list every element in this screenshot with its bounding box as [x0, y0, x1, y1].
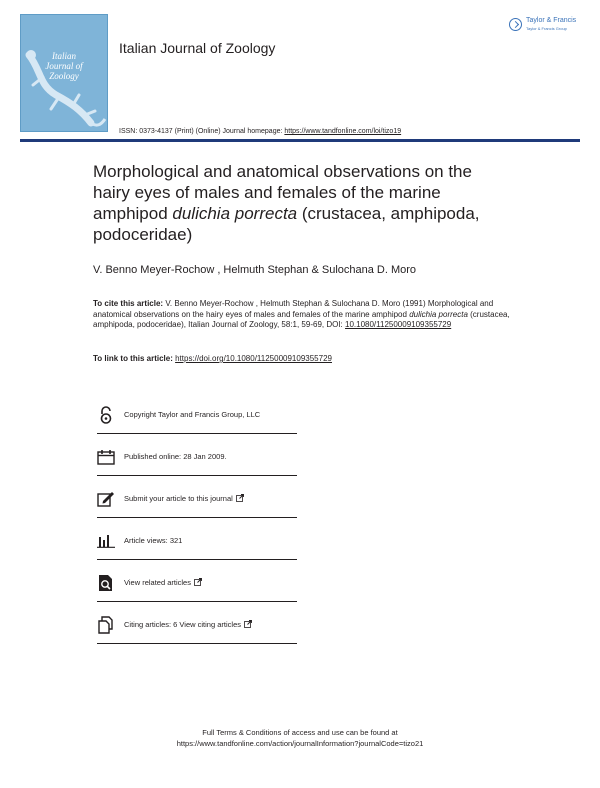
article-views: Article views: 321: [124, 536, 183, 545]
article-title: [93, 161, 513, 245]
copyright-text: Copyright Taylor and Francis Group, LLC: [124, 410, 261, 419]
footer-terms-text: Full Terms & Conditions of access and use can be found at: [202, 728, 398, 737]
cover-title-line: Zoology: [49, 71, 79, 81]
article-link-line: [93, 354, 332, 363]
published-row: [97, 438, 297, 476]
journal-homepage-link[interactable]: https://www.tandfonline.com/loi/tizo19: [284, 128, 402, 135]
citing-articles-text: Citing articles: 6 View citing articles: [124, 620, 241, 629]
external-link-icon: [244, 620, 252, 628]
calendar-icon: [97, 448, 115, 466]
article-doi-url[interactable]: https://doi.org/10.1080/11250009109355729: [175, 354, 332, 363]
cover-title-line: Journal of: [45, 61, 83, 71]
publisher-logo-icon: [509, 18, 522, 31]
cover-title-line: Italian: [52, 51, 76, 61]
title-text: Morphological and anatomical observations on the hairy eyes of males and females of the marine amphipod: [93, 162, 472, 223]
edit-pencil-icon: [97, 490, 115, 508]
cover-title: [21, 51, 107, 81]
external-link-icon: [194, 578, 202, 586]
citing-articles-link[interactable]: [124, 620, 252, 629]
header-divider: [20, 139, 580, 142]
doi-link[interactable]: 10.1080/11250009109355729: [345, 320, 452, 329]
terms-footer: [0, 727, 600, 749]
cite-text: (crustacea, amphipoda, podoceridae), Italian Journal of Zoology, 58:1, 59-69, DOI:: [93, 309, 510, 329]
citing-row[interactable]: [97, 606, 297, 644]
issn-line: [119, 128, 401, 135]
submit-article-text: Submit your article to this journal: [124, 494, 233, 503]
cite-label: To cite this article:: [93, 299, 164, 308]
cite-text: V. Benno Meyer-Rochow , Helmuth Stephan & Sulochana D. Moro (1991) Morphological and anatomical observations on the hairy eyes of males and females of the marine amphipod: [93, 299, 494, 319]
published-date: Published online: 28 Jan 2009.: [124, 452, 227, 461]
publisher-logo[interactable]: [509, 17, 589, 35]
publisher-logo-text: Taylor & Francis: [526, 17, 577, 24]
article-info-list: [97, 396, 297, 644]
views-row: [97, 522, 297, 560]
publisher-logo-subtext: Taylor & Francis Group: [526, 26, 567, 31]
copyright-row: [97, 396, 297, 434]
external-link-icon: [236, 494, 244, 502]
article-authors: V. Benno Meyer-Rochow , Helmuth Stephan & Sulochana D. Moro: [93, 264, 417, 276]
title-species-name: dulichia porrecta: [172, 204, 298, 223]
related-articles-text: View related articles: [124, 578, 191, 587]
submit-article-link[interactable]: [124, 494, 244, 503]
issn-text: ISSN: 0373-4137 (Print) (Online) Journal homepage:: [119, 128, 285, 135]
document-search-icon: [97, 574, 115, 592]
cite-species-name: dulichia porrecta: [409, 309, 468, 319]
related-articles-link[interactable]: [124, 578, 202, 587]
citing-documents-icon: [97, 616, 115, 634]
title-text: (crustacea, amphipoda, podoceridae): [93, 204, 480, 244]
footer-terms-url[interactable]: https://www.tandfonline.com/action/journalInformation?journalCode=tizo21: [176, 739, 424, 748]
related-row[interactable]: [97, 564, 297, 602]
bar-chart-icon: [97, 532, 115, 550]
citation-block: [93, 299, 513, 331]
journal-name[interactable]: Italian Journal of Zoology: [119, 40, 276, 56]
link-label: To link to this article:: [93, 354, 176, 363]
submit-row[interactable]: [97, 480, 297, 518]
journal-cover-image: [20, 14, 108, 132]
open-access-lock-icon: [97, 406, 115, 424]
